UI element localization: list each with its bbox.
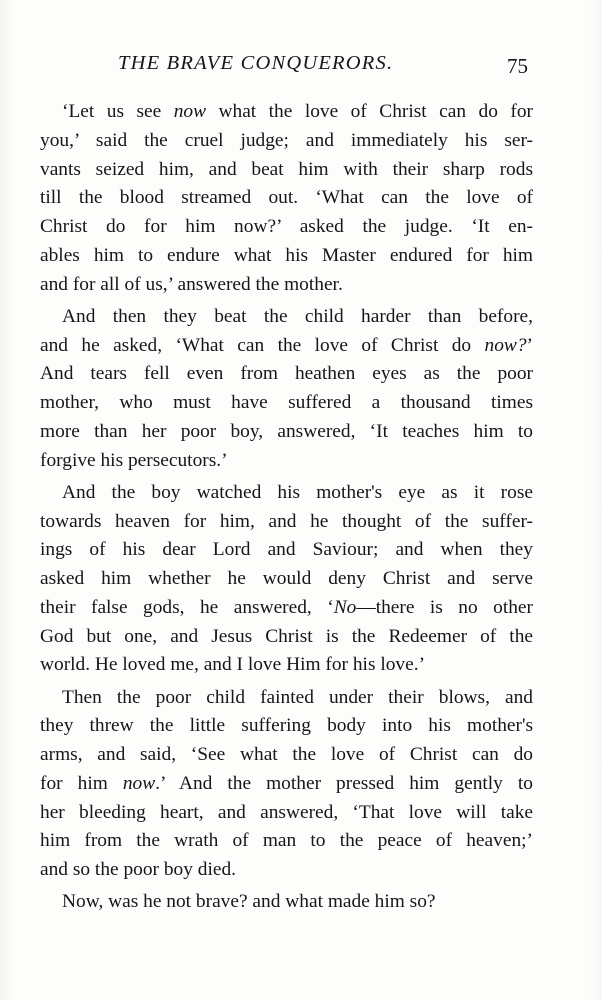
text-line	[40, 241, 533, 270]
text-line	[40, 359, 533, 388]
text-line	[62, 683, 533, 712]
text-line	[40, 417, 533, 446]
text-line	[40, 388, 533, 417]
text-run: ables him to endure what his Master endured for him	[40, 244, 533, 266]
text-line	[40, 212, 533, 241]
text-run: towards heaven for him, and he thought of the suffer-	[40, 510, 533, 532]
text-line	[40, 270, 533, 299]
text-run: ’	[526, 334, 533, 356]
text-line	[40, 126, 533, 155]
italic-text: now	[173, 101, 207, 122]
italic-text: now	[122, 772, 156, 794]
text-run: and for all of us,’ answered the mother.	[40, 273, 343, 295]
text-run: their false gods, he answered, ‘	[40, 596, 334, 618]
text-line	[62, 97, 533, 126]
text-line	[40, 507, 533, 536]
text-run: And the boy watched his mother's eye as it rose	[62, 481, 533, 503]
text-line	[62, 887, 533, 916]
text-line	[62, 478, 533, 507]
text-run: more than her poor boy, answered, ‘It teaches him to	[40, 420, 533, 442]
running-title: THE BRAVE CONQUERORS.	[118, 52, 394, 74]
text-line	[40, 446, 533, 475]
text-line	[40, 331, 533, 360]
text-run: —there is no other	[356, 596, 533, 618]
text-run: him from the wrath of man to the peace of heaven;’	[40, 830, 533, 852]
text-line	[40, 155, 533, 184]
text-run: and so the poor boy died.	[40, 859, 237, 880]
text-run: her bleeding heart, and answered, ‘That love will take	[40, 801, 533, 823]
text-run: Christ do for him now?’ asked the judge. ‘It en-	[40, 216, 533, 237]
text-run: they threw the little suffering body into his mother's	[40, 715, 533, 737]
text-line	[40, 593, 533, 622]
text-line	[40, 535, 533, 564]
text-line	[40, 769, 533, 798]
text-run: what the love of Christ can do for	[206, 101, 534, 122]
text-run: vants seized him, and beat him with their sharp rods	[40, 158, 533, 180]
text-run: forgive his persecutors.’	[40, 449, 228, 471]
text-run: mother, who must have suffered a thousand times	[40, 392, 533, 413]
page-number: 75	[507, 54, 528, 78]
text-run: and he asked, ‘What can the love of Christ do	[40, 334, 485, 356]
text-line	[40, 826, 533, 855]
italic-text: now?	[484, 334, 527, 356]
text-line	[40, 711, 533, 740]
text-run: for him	[40, 772, 123, 794]
text-line	[40, 183, 533, 212]
text-run: till the blood streamed out. ‘What can the love of	[40, 187, 533, 209]
text-run: you,’ said the cruel judge; and immediately his ser-	[40, 129, 533, 151]
text-run: world. He loved me, and I love Him for his love.’	[40, 654, 426, 676]
text-line	[40, 798, 533, 827]
text-line	[40, 855, 533, 884]
text-line	[40, 650, 533, 679]
text-run: ings of his dear Lord and Saviour; and when they	[40, 539, 533, 561]
text-line	[40, 564, 533, 593]
text-run: arms, and said, ‘See what the love of Christ can do	[40, 744, 533, 765]
text-line	[40, 622, 533, 651]
text-run: And then they beat the child harder than before,	[62, 305, 533, 327]
text-run: ‘Let us see	[62, 101, 174, 122]
text-line	[62, 302, 533, 331]
text-run: asked him whether he would deny Christ and serve	[40, 568, 533, 589]
text-run: God but one, and Jesus Christ is the Redeemer of the	[40, 625, 533, 647]
text-run: And tears fell even from heathen eyes as the poor	[40, 363, 533, 385]
italic-text: No	[333, 596, 357, 618]
text-run: .’ And the mother pressed him gently to	[155, 772, 533, 794]
text-run: Then the poor child fainted under their blows, and	[62, 686, 533, 708]
text-line	[40, 740, 533, 769]
text-run: Now, was he not brave? and what made him so?	[62, 891, 436, 913]
